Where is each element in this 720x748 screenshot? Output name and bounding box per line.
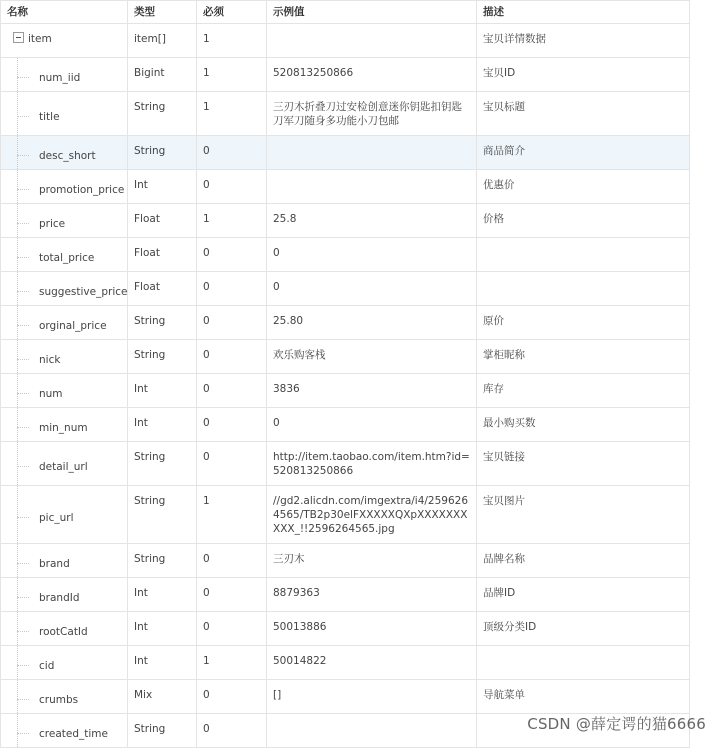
table-row[interactable] bbox=[1, 442, 690, 486]
field-example: 0 bbox=[267, 272, 477, 306]
field-name: brandId bbox=[39, 592, 80, 604]
table-row[interactable] bbox=[1, 544, 690, 578]
field-name-cell bbox=[1, 204, 128, 238]
field-name: crumbs bbox=[39, 694, 79, 706]
field-desc: 价格 bbox=[477, 204, 690, 238]
table-row[interactable] bbox=[1, 408, 690, 442]
watermark: CSDN @薛定谔的猫6666 bbox=[527, 715, 706, 733]
table-row[interactable] bbox=[1, 340, 690, 374]
header-example: 示例值 bbox=[267, 1, 477, 24]
field-name-cell bbox=[1, 544, 128, 578]
field-name: created_time bbox=[39, 728, 108, 740]
field-example: 欢乐购客栈 bbox=[267, 340, 477, 374]
root-type: item[] bbox=[128, 24, 197, 58]
field-required: 0 bbox=[197, 306, 267, 340]
field-name: num bbox=[39, 388, 63, 400]
field-name: brand bbox=[39, 558, 70, 570]
table-row[interactable] bbox=[1, 170, 690, 204]
field-type: Bigint bbox=[128, 58, 197, 92]
field-example: 0 bbox=[267, 408, 477, 442]
field-type: String bbox=[128, 486, 197, 544]
field-type: String bbox=[128, 714, 197, 748]
field-desc: 宝贝图片 bbox=[477, 486, 690, 544]
field-example bbox=[267, 714, 477, 748]
field-name-cell bbox=[1, 442, 128, 486]
field-required: 0 bbox=[197, 442, 267, 486]
table-row[interactable] bbox=[1, 306, 690, 340]
field-name-cell bbox=[1, 374, 128, 408]
field-name-cell bbox=[1, 408, 128, 442]
table-row[interactable] bbox=[1, 646, 690, 680]
field-required: 0 bbox=[197, 374, 267, 408]
field-name: detail_url bbox=[39, 461, 88, 473]
field-type: Int bbox=[128, 646, 197, 680]
field-desc: 品牌ID bbox=[477, 578, 690, 612]
field-name-cell bbox=[1, 486, 128, 544]
field-desc: 导航菜单 bbox=[477, 680, 690, 714]
field-desc: 商品简介 bbox=[477, 136, 690, 170]
field-name: suggestive_price bbox=[39, 286, 128, 298]
field-required: 0 bbox=[197, 238, 267, 272]
field-name: nick bbox=[39, 354, 61, 366]
field-name-cell bbox=[1, 272, 128, 306]
header-name: 名称 bbox=[1, 1, 128, 24]
field-type: Int bbox=[128, 612, 197, 646]
field-type: String bbox=[128, 544, 197, 578]
field-desc: 掌柜昵称 bbox=[477, 340, 690, 374]
field-required: 0 bbox=[197, 340, 267, 374]
root-name-cell bbox=[1, 24, 128, 58]
field-desc: 宝贝链接 bbox=[477, 442, 690, 486]
field-required: 0 bbox=[197, 714, 267, 748]
field-type: Int bbox=[128, 170, 197, 204]
table-row[interactable] bbox=[1, 272, 690, 306]
field-example: 三刃木 bbox=[267, 544, 477, 578]
field-example bbox=[267, 136, 477, 170]
table-header-row bbox=[1, 1, 690, 24]
field-required: 1 bbox=[197, 58, 267, 92]
field-desc: 宝贝标题 bbox=[477, 92, 690, 136]
field-name-cell bbox=[1, 680, 128, 714]
field-type: String bbox=[128, 306, 197, 340]
field-example: [] bbox=[267, 680, 477, 714]
field-type: String bbox=[128, 442, 197, 486]
field-desc: 原价 bbox=[477, 306, 690, 340]
field-type: String bbox=[128, 92, 197, 136]
table-row[interactable] bbox=[1, 58, 690, 92]
field-required: 0 bbox=[197, 408, 267, 442]
field-name-cell bbox=[1, 646, 128, 680]
table-row[interactable] bbox=[1, 238, 690, 272]
field-desc: 最小购买数 bbox=[477, 408, 690, 442]
field-name-cell bbox=[1, 170, 128, 204]
collapse-toggle-icon[interactable] bbox=[13, 32, 24, 43]
field-required: 0 bbox=[197, 544, 267, 578]
field-name: desc_short bbox=[39, 150, 96, 162]
field-name: cid bbox=[39, 660, 55, 672]
field-type: Int bbox=[128, 578, 197, 612]
field-desc: 顶级分类ID bbox=[477, 612, 690, 646]
field-type: Mix bbox=[128, 680, 197, 714]
field-example bbox=[267, 170, 477, 204]
field-example: http://item.taobao.com/item.htm?id=520813250866 bbox=[267, 442, 477, 486]
table-row[interactable] bbox=[1, 92, 690, 136]
header-desc: 描述 bbox=[477, 1, 690, 24]
field-type: Float bbox=[128, 272, 197, 306]
field-type: Int bbox=[128, 374, 197, 408]
field-desc: 库存 bbox=[477, 374, 690, 408]
field-name: promotion_price bbox=[39, 184, 125, 196]
field-desc: 品牌名称 bbox=[477, 544, 690, 578]
field-required: 0 bbox=[197, 612, 267, 646]
field-type: Float bbox=[128, 204, 197, 238]
field-name: num_iid bbox=[39, 72, 81, 84]
field-type: String bbox=[128, 340, 197, 374]
root-example bbox=[267, 24, 477, 58]
field-example: 520813250866 bbox=[267, 58, 477, 92]
field-example: 50014822 bbox=[267, 646, 477, 680]
field-name: orginal_price bbox=[39, 320, 107, 332]
field-name-cell bbox=[1, 340, 128, 374]
field-example: 8879363 bbox=[267, 578, 477, 612]
root-required: 1 bbox=[197, 24, 267, 58]
field-example: 25.80 bbox=[267, 306, 477, 340]
field-required: 0 bbox=[197, 170, 267, 204]
field-name-cell bbox=[1, 578, 128, 612]
field-example: //gd2.alicdn.com/imgextra/i4/2596264565/TB2p30elFXXXXXQXpXXXXXXXXXX_!!2596264565.jpg bbox=[267, 486, 477, 544]
field-desc: 宝贝ID bbox=[477, 58, 690, 92]
field-name: pic_url bbox=[39, 512, 74, 524]
field-name-cell bbox=[1, 306, 128, 340]
root-name: item bbox=[28, 33, 52, 45]
field-example: 3836 bbox=[267, 374, 477, 408]
table-row[interactable] bbox=[1, 204, 690, 238]
field-example: 50013886 bbox=[267, 612, 477, 646]
field-type: Int bbox=[128, 408, 197, 442]
field-example: 三刃木折叠刀过安检创意迷你钥匙扣钥匙刀军刀随身多功能小刀包邮 bbox=[267, 92, 477, 136]
field-required: 1 bbox=[197, 646, 267, 680]
field-example: 0 bbox=[267, 238, 477, 272]
table-row[interactable] bbox=[1, 612, 690, 646]
field-required: 0 bbox=[197, 680, 267, 714]
table-row[interactable] bbox=[1, 136, 690, 170]
header-type: 类型 bbox=[128, 1, 197, 24]
field-name-cell bbox=[1, 92, 128, 136]
field-required: 0 bbox=[197, 578, 267, 612]
field-required: 1 bbox=[197, 204, 267, 238]
field-type: String bbox=[128, 136, 197, 170]
table-row[interactable] bbox=[1, 578, 690, 612]
field-required: 0 bbox=[197, 272, 267, 306]
table-row[interactable] bbox=[1, 486, 690, 544]
table-row[interactable] bbox=[1, 680, 690, 714]
field-desc bbox=[477, 646, 690, 680]
field-name: price bbox=[39, 218, 66, 230]
field-name-cell bbox=[1, 136, 128, 170]
field-example: 25.8 bbox=[267, 204, 477, 238]
root-desc: 宝贝详情数据 bbox=[477, 24, 690, 58]
field-name: total_price bbox=[39, 252, 95, 264]
field-name: min_num bbox=[39, 422, 88, 434]
field-name-cell bbox=[1, 238, 128, 272]
field-required: 0 bbox=[197, 136, 267, 170]
field-name: rootCatId bbox=[39, 626, 88, 638]
field-name-cell bbox=[1, 714, 128, 748]
field-name-cell bbox=[1, 58, 128, 92]
field-name-cell bbox=[1, 612, 128, 646]
table-row[interactable] bbox=[1, 374, 690, 408]
field-required: 1 bbox=[197, 486, 267, 544]
field-required: 1 bbox=[197, 92, 267, 136]
field-desc bbox=[477, 272, 690, 306]
field-type: Float bbox=[128, 238, 197, 272]
field-desc bbox=[477, 238, 690, 272]
table-row-root[interactable] bbox=[1, 24, 690, 58]
header-required: 必须 bbox=[197, 1, 267, 24]
field-name: title bbox=[39, 111, 60, 123]
field-desc: 优惠价 bbox=[477, 170, 690, 204]
